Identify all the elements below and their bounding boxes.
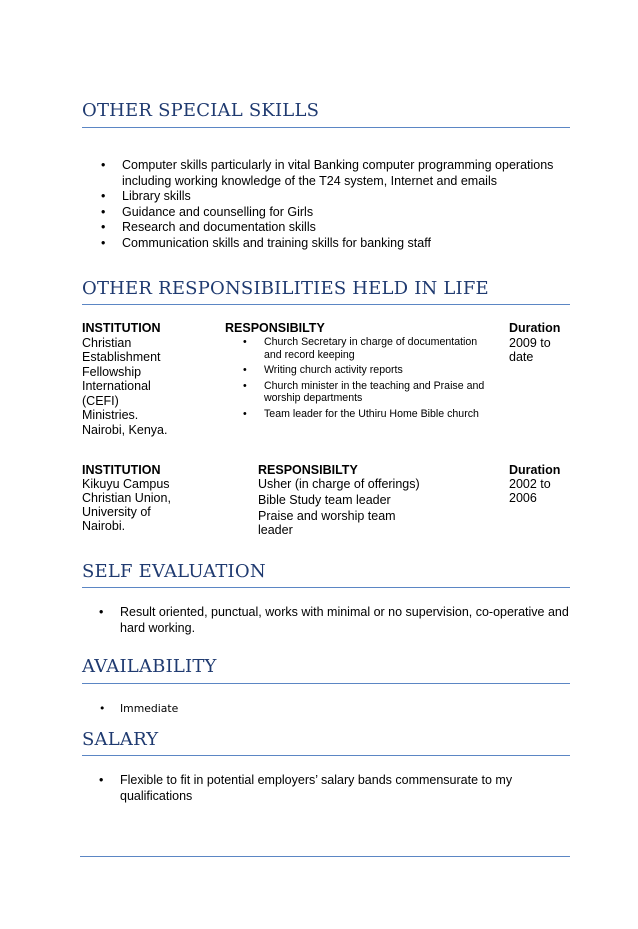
institution-line: University of [82, 505, 151, 519]
responsibility-column [258, 463, 458, 539]
duration-line: 2009 to [509, 335, 551, 350]
responsibility-heading: RESPONSIBILTY [258, 463, 358, 477]
institution-line: Kikuyu Campus [82, 477, 170, 491]
institution-line: Nairobi. [82, 519, 126, 533]
section-rule [82, 127, 570, 128]
duration-heading: Duration [509, 463, 561, 477]
institution-line: Christian [82, 335, 132, 350]
list-item: • Result oriented, punctual, works with minimal or no supervision, co-operative and hard working. [120, 605, 570, 636]
institution-heading: INSTITUTION [82, 463, 161, 477]
responsibility-line: Bible Study team leader [258, 493, 391, 507]
institution-line: (CEFI) [82, 393, 119, 408]
duration-column [509, 321, 569, 365]
list-item: • Writing church activity reports [264, 364, 489, 377]
section-title-salary: SALARY [82, 729, 159, 750]
list-item: • Library skills [122, 189, 570, 205]
responsibility-line: Praise and worship team leader [258, 509, 396, 537]
section-rule [82, 587, 570, 588]
availability-list [120, 702, 570, 715]
list-item: • Church minister in the teaching and Praise and worship departments [264, 380, 489, 405]
section-title-availability: AVAILABILITY [82, 656, 217, 677]
list-item: • Guidance and counselling for Girls [122, 205, 570, 221]
list-item: • Team leader for the Uthiru Home Bible church [264, 408, 489, 421]
salary-list [120, 773, 570, 804]
institution-column [82, 321, 192, 437]
duration-line: date [509, 350, 534, 364]
responsibility-heading: RESPONSIBILTY [225, 321, 325, 335]
footer-rule [80, 856, 570, 857]
duration-column [509, 463, 569, 505]
section-rule [82, 304, 570, 305]
self-evaluation-list [120, 605, 570, 636]
skills-list [122, 158, 570, 251]
list-item: • Church Secretary in charge of documentation and record keeping [264, 336, 489, 361]
duration-heading: Duration [509, 321, 561, 335]
responsibility-line: Usher (in charge of offerings) [258, 477, 420, 491]
list-item: • Research and documentation skills [122, 220, 570, 236]
list-item: • Communication skills and training skills for banking staff [122, 236, 570, 252]
section-title-skills: OTHER SPECIAL SKILLS [82, 100, 320, 121]
institution-line: Fellowship [82, 364, 142, 379]
institution-line: International [82, 379, 151, 393]
section-title-self-evaluation: SELF EVALUATION [82, 561, 266, 582]
institution-line: Establishment [82, 350, 161, 364]
list-item: • Computer skills particularly in vital Banking computer programming operations including working knowledge of the T24 system, Internet and emails [122, 158, 570, 189]
section-title-responsibilities: OTHER RESPONSIBILITIES HELD IN LIFE [82, 278, 489, 299]
institution-line: Ministries. [82, 408, 139, 422]
section-rule [82, 683, 570, 684]
duration-line: 2006 [509, 491, 537, 505]
institution-line: Nairobi, Kenya. [82, 422, 168, 437]
list-item: • Flexible to fit in potential employers’ salary bands commensurate to my qualifications [120, 773, 570, 804]
duration-line: 2002 to [509, 477, 551, 491]
institution-line: Christian Union, [82, 491, 171, 505]
responsibility-list [264, 336, 489, 423]
list-item: • Immediate [120, 702, 570, 715]
institution-column [82, 463, 212, 533]
institution-heading: INSTITUTION [82, 321, 161, 335]
section-rule [82, 755, 570, 756]
